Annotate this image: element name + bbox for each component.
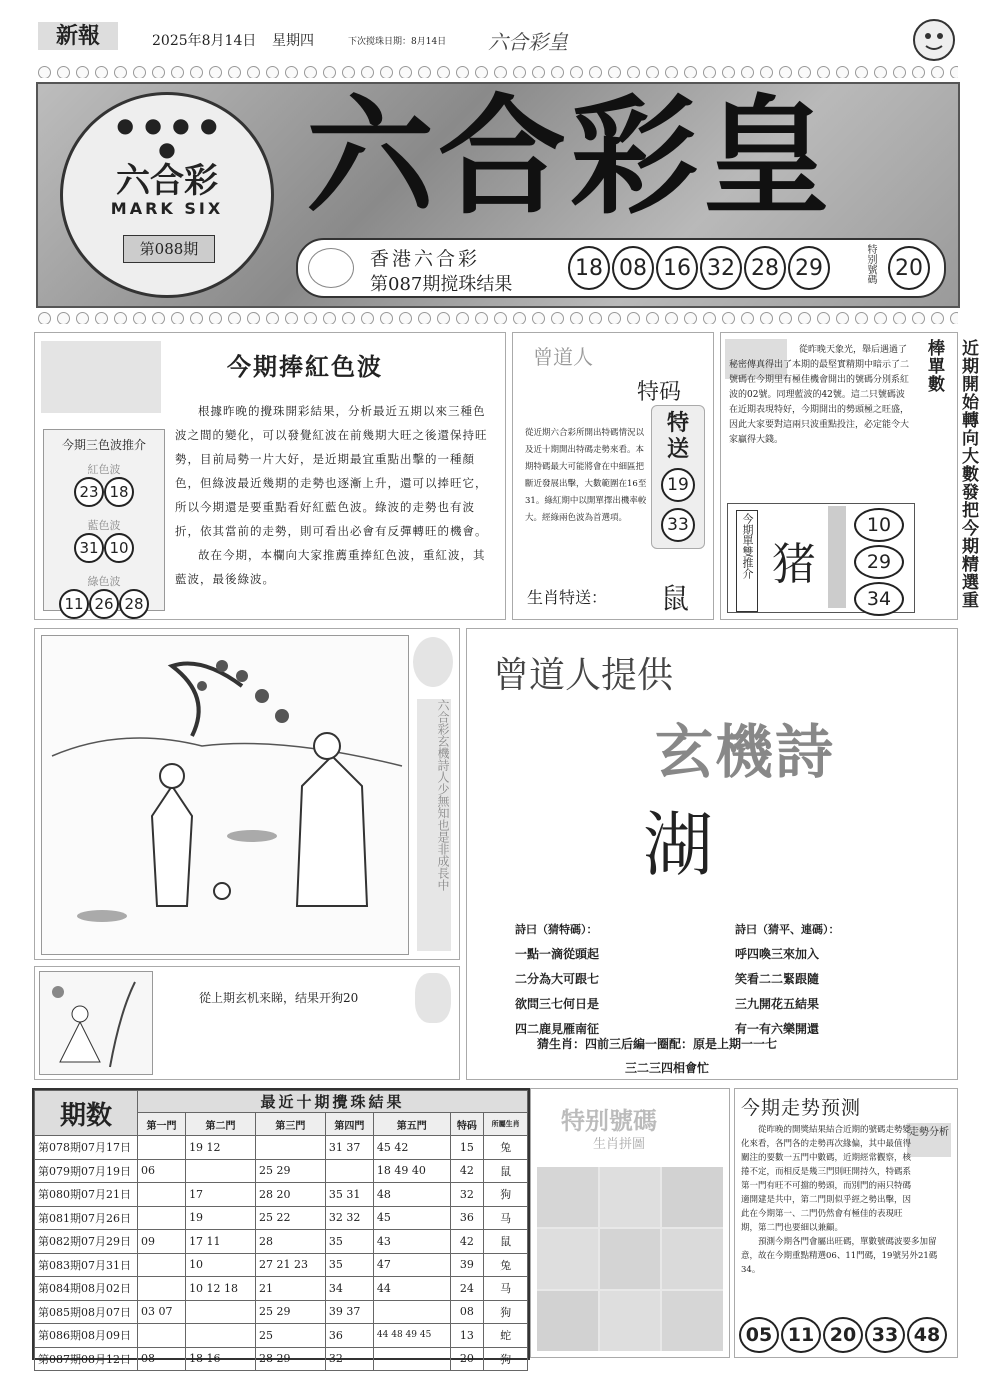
poem-provider: 曾道人提供 xyxy=(493,655,674,696)
odd-even-box xyxy=(727,503,915,613)
table-row xyxy=(35,1206,528,1230)
poem-line: 呼四喚三來加入 xyxy=(735,947,820,961)
cell: 马 xyxy=(484,1206,528,1230)
table-row xyxy=(35,1183,528,1207)
cell xyxy=(138,1253,186,1277)
issue-weekday: 星期四 xyxy=(272,33,314,49)
poem-line: 一點一滴從頭起 xyxy=(515,947,600,961)
trend-badge: 走勢分析 xyxy=(907,1123,951,1157)
mini-logo-icon xyxy=(308,248,354,288)
poem-guess: 猜生肖：四前三后編一圈配：原是上期一一七 xyxy=(537,1037,778,1051)
table-row xyxy=(35,1277,528,1301)
red-wave-text: 根據昨晚的攪珠開彩結果，分析最近五期以來三種色波之間的變化，可以發覺紅波在前幾期大旺之後還保持旺勢，目前局勢一片大好，是近期最宜重點出擊的一種顏色，但綠波最近幾期的走勢也逐漸上升，還可以捧旺它，所以今期還是要重點看好紅藍色波。綠波的走勢也有波折，依其當前的走勢，則可看出必會有反彈轉旺的機會。 xyxy=(175,404,488,538)
poem-guess-2: 三二三四相會忙 xyxy=(625,1061,710,1075)
puzzle-grid xyxy=(537,1167,723,1351)
special-ball: 20 xyxy=(888,246,930,290)
cell: 第085期08月07日 xyxy=(35,1300,138,1324)
cell: 狗 xyxy=(484,1347,528,1371)
poem-line: 笑看二二緊跟隨 xyxy=(735,972,820,986)
cell: 17 xyxy=(186,1183,256,1207)
green-ball: 11 xyxy=(59,589,89,619)
cell xyxy=(325,1159,373,1183)
results-panel xyxy=(32,1088,530,1366)
zeng-title: 曾道人 xyxy=(533,345,593,369)
poem-right xyxy=(735,917,840,1042)
zeng-body: 從近期六合彩所開出特碼情況以及近十期開出特碼走勢來看。本期特碼最大可能將會在中細區把斷近發展出擊，大數範圍在16至31。綠紅期中以開單擇出機率較大。經綠兩色波為首選項。 xyxy=(525,428,647,523)
cell: 28 xyxy=(255,1230,325,1254)
cell: 25 29 xyxy=(255,1300,325,1324)
blue-wave-label: 藍色波 xyxy=(87,519,121,532)
poem-left-title: 詩曰（猜特碼）： xyxy=(515,923,598,936)
cell: 32 xyxy=(325,1347,373,1371)
cell: 鼠 xyxy=(484,1230,528,1254)
cell: 鼠 xyxy=(484,1159,528,1183)
cell: 第081期07月26日 xyxy=(35,1206,138,1230)
table-row xyxy=(35,1253,528,1277)
odd-even-ball: 29 xyxy=(854,545,904,579)
table-row xyxy=(35,1300,528,1324)
puzzle-tile xyxy=(662,1229,723,1289)
cell xyxy=(186,1159,256,1183)
puzzle-tile xyxy=(537,1167,598,1227)
cell: 19 12 xyxy=(186,1136,256,1160)
number-dots-top xyxy=(38,64,958,78)
green-wave-label: 綠色波 xyxy=(87,575,121,588)
cell: 第080期07月21日 xyxy=(35,1183,138,1207)
recommend-body: 從昨晚天象光，舉后遇過了秘密傳真得出了本期的最堅實精期中暗示了二號碼在今期里有極佳機會開出的號碼分別系紅波的02號。同理藍波的42號。這二只號碼波在近期表現特好，今期開出的勢頭極之旺盛，因此大家要對這兩只波重點投注，必定能令大家贏得大錢。 xyxy=(729,345,910,445)
banner xyxy=(36,82,960,308)
odd-even-label: 今期單雙推介 xyxy=(736,510,758,612)
cell: 39 xyxy=(450,1253,484,1277)
cell: 第086期08月09日 xyxy=(35,1324,138,1348)
comic-illustration xyxy=(39,971,153,1075)
cell: 28 20 xyxy=(255,1183,325,1207)
cell: 10 12 18 xyxy=(186,1277,256,1301)
poem-char: 湖 xyxy=(643,804,713,886)
cell: 第087期08月12日 xyxy=(35,1347,138,1371)
new-badge: 新報 xyxy=(38,22,118,50)
trend-text: 從昨晚的開獎結果結合近期的號碼走勢變化來看，各門各的走勢再次緣偏，其中最值得關注的要數一五門中數碼，近期經常觀察，核捲不定，而相反是幾三門則旺開持久，特碼系第一門有旺不可擋的勢頭，而別門的兩只特碼適開建是共中，第二門則似乎經之勢出擊，因此在今期第一、二門仍然會有極佳的表現旺期，第二門也要細以兼顧。 xyxy=(741,1125,912,1233)
hk-label: 香港六合彩 xyxy=(370,248,481,270)
cell: 20 xyxy=(450,1347,484,1371)
red-ball: 18 xyxy=(104,477,134,507)
col-header: 所屬生肖 xyxy=(484,1113,528,1136)
cell: 39 37 xyxy=(325,1300,373,1324)
zeng-zodiac-label: 生肖特送： xyxy=(527,588,608,607)
result-ball: 28 xyxy=(744,246,786,290)
cell xyxy=(138,1206,186,1230)
poem-line: 欲問三七何日是 xyxy=(515,997,600,1011)
cell xyxy=(186,1324,256,1348)
odd-even-zodiac: 猪 xyxy=(772,539,816,590)
scholars-illustration xyxy=(42,636,408,954)
poem-line: 有一有六樂開還 xyxy=(735,1022,820,1036)
cell: 48 xyxy=(373,1183,450,1207)
odd-even-ball: 34 xyxy=(854,582,904,616)
cell xyxy=(138,1324,186,1348)
trend-panel xyxy=(734,1088,958,1358)
cell xyxy=(138,1277,186,1301)
trend-text-2: 預測今期各門會屬出旺碼，單數號碼波要多加留意，故在今期重點精選06、11門碼，19號另外21碼34。 xyxy=(741,1237,938,1275)
cell: 13 xyxy=(450,1324,484,1348)
cell: 25 22 xyxy=(255,1206,325,1230)
cell: 31 37 xyxy=(325,1136,373,1160)
three-color-title: 今期三色波推介 xyxy=(61,438,146,452)
corner-logo xyxy=(41,341,161,413)
cell: 08 xyxy=(450,1300,484,1324)
puzzle-title: 特别號碼 xyxy=(561,1107,657,1135)
puzzle-tile xyxy=(537,1291,598,1351)
trend-ball: 48 xyxy=(907,1317,947,1353)
table-row xyxy=(35,1324,528,1348)
red-wave-body xyxy=(175,399,495,591)
recommend-side-text: 近期開始轉向大數發把今期精選重棒單數 xyxy=(924,339,978,609)
red-wave-section xyxy=(34,332,506,620)
recommend-section xyxy=(720,332,978,620)
zeng-zodiac: 鼠 xyxy=(661,582,690,615)
cell xyxy=(186,1300,256,1324)
result-strip xyxy=(296,238,946,298)
cell: 36 xyxy=(450,1206,484,1230)
cell: 25 29 xyxy=(255,1159,325,1183)
cell: 马 xyxy=(484,1277,528,1301)
table-row xyxy=(35,1347,528,1371)
tesong-label: 特送 xyxy=(666,410,689,462)
result-ball: 16 xyxy=(656,246,698,290)
cell: 第078期07月17日 xyxy=(35,1136,138,1160)
col-header: 第四門 xyxy=(325,1113,373,1136)
puzzle-subtitle: 生肖拼圖 xyxy=(593,1137,646,1152)
red-ball: 23 xyxy=(74,477,104,507)
trend-ball: 05 xyxy=(739,1317,779,1353)
illustration xyxy=(41,635,409,955)
red-wave-heading: 今期捧紅色波 xyxy=(227,352,383,381)
poem-line: 四二鹿見雁南征 xyxy=(515,1022,600,1036)
poem-line: 二分為大可跟七 xyxy=(515,972,600,986)
cell: 兔 xyxy=(484,1136,528,1160)
result-ball: 08 xyxy=(612,246,654,290)
result-label: 第087期搅珠结果 xyxy=(370,274,513,295)
col-header: 第五門 xyxy=(373,1113,450,1136)
poem-section xyxy=(466,628,958,1080)
odd-even-nums xyxy=(854,508,908,616)
zeng-section xyxy=(512,332,714,620)
cell: 42 xyxy=(450,1159,484,1183)
cell: 第084期08月02日 xyxy=(35,1277,138,1301)
comic-caption: 從上期玄机来睇，结果开狗20 xyxy=(199,991,359,1005)
cell: 08 xyxy=(138,1347,186,1371)
results-title: 最近十期攪珠結果 xyxy=(138,1091,528,1113)
period-header: 期数 xyxy=(35,1091,138,1136)
blue-ball: 31 xyxy=(74,533,104,563)
puzzle-panel xyxy=(530,1088,730,1358)
cell: 21 xyxy=(255,1277,325,1301)
cell: 27 21 23 xyxy=(255,1253,325,1277)
cell: 43 xyxy=(373,1230,450,1254)
result-ball: 32 xyxy=(700,246,742,290)
cell: 第082期07月29日 xyxy=(35,1230,138,1254)
cell: 45 42 xyxy=(373,1136,450,1160)
sun-mascot-icon xyxy=(900,10,970,70)
cell: 第083期07月31日 xyxy=(35,1253,138,1277)
puzzle-tile xyxy=(600,1167,661,1227)
table-row xyxy=(35,1230,528,1254)
comic-vertical-text: 六合彩玄機詩人少無知也是非成長中 xyxy=(417,699,451,951)
puzzle-tile xyxy=(600,1291,661,1351)
cell: 19 xyxy=(186,1206,256,1230)
brand-script: 六合彩皇 xyxy=(488,30,568,54)
cell: 44 xyxy=(373,1277,450,1301)
cell: 18 16 xyxy=(186,1347,256,1371)
cell: 32 xyxy=(450,1183,484,1207)
poem-line: 三九開花五結果 xyxy=(735,997,820,1011)
poem-left xyxy=(515,917,599,1042)
duck-mascot-icon xyxy=(415,973,451,1023)
cell: 25 xyxy=(255,1324,325,1348)
blue-wave-nums xyxy=(44,533,164,563)
red-wave-label: 紅色波 xyxy=(87,463,121,476)
cell: 09 xyxy=(138,1230,186,1254)
cell: 17 11 xyxy=(186,1230,256,1254)
side-cartoon-icon xyxy=(413,637,453,687)
header xyxy=(0,0,993,60)
cell: 兔 xyxy=(484,1253,528,1277)
cell: 06 xyxy=(138,1159,186,1183)
issue-date: 2025年8月14日 xyxy=(152,33,257,49)
three-color-panel xyxy=(43,429,165,611)
zeng-ball: 19 xyxy=(661,468,695,502)
cell: 10 xyxy=(186,1253,256,1277)
trend-ball: 20 xyxy=(823,1317,863,1353)
cell xyxy=(255,1136,325,1160)
cell: 狗 xyxy=(484,1183,528,1207)
picture-panel xyxy=(34,628,460,960)
cell xyxy=(373,1347,450,1371)
cell: 35 xyxy=(325,1230,373,1254)
cell: 36 xyxy=(325,1324,373,1348)
cell: 44 48 49 45 xyxy=(373,1324,450,1348)
cell xyxy=(138,1136,186,1160)
cell: 24 xyxy=(450,1277,484,1301)
logo-dots: ● ● ● ● ● xyxy=(116,113,220,161)
cell: 蛇 xyxy=(484,1324,528,1348)
cell: 32 32 xyxy=(325,1206,373,1230)
odd-even-ball: 10 xyxy=(854,508,904,542)
green-ball: 28 xyxy=(119,589,149,619)
red-wave-nums xyxy=(44,477,164,507)
puzzle-tile xyxy=(662,1291,723,1351)
special-code-label: 特码 xyxy=(637,380,682,405)
puzzle-tile xyxy=(662,1167,723,1227)
cell: 18 49 40 xyxy=(373,1159,450,1183)
col-header: 第一門 xyxy=(138,1113,186,1136)
cell xyxy=(373,1300,450,1324)
col-header: 第三門 xyxy=(255,1113,325,1136)
cell: 34 xyxy=(325,1277,373,1301)
table-row xyxy=(35,1136,528,1160)
tesong-badge xyxy=(651,405,705,549)
results-table xyxy=(34,1090,528,1371)
col-header: 第二門 xyxy=(186,1113,256,1136)
blue-ball: 10 xyxy=(104,533,134,563)
cell: 35 31 xyxy=(325,1183,373,1207)
cell xyxy=(138,1183,186,1207)
banner-title: 六合彩皇 xyxy=(306,83,835,232)
logo-text: 六合彩 xyxy=(116,161,218,201)
trend-nums xyxy=(739,1317,947,1353)
logo-sub: MARK SIX xyxy=(110,199,224,218)
zeng-ball: 33 xyxy=(661,508,695,542)
number-dots-mid xyxy=(38,310,958,324)
poem-title: 玄機詩 xyxy=(655,718,836,786)
cell: 35 xyxy=(325,1253,373,1277)
col-header: 特码 xyxy=(450,1113,484,1136)
puzzle-tile xyxy=(600,1229,661,1289)
puzzle-tile xyxy=(537,1229,598,1289)
comic-panel xyxy=(34,966,460,1080)
cell: 狗 xyxy=(484,1300,528,1324)
result-numbers xyxy=(568,246,830,290)
special-label: 特别號碼 xyxy=(865,244,876,284)
cell: 42 xyxy=(450,1230,484,1254)
cell: 28 29 xyxy=(255,1347,325,1371)
odd-even-stripe xyxy=(828,506,846,608)
red-wave-text-2: 故在今期，本欄向大家推薦重捧紅色波，重紅波，其藍波，最後綠波。 xyxy=(175,548,486,586)
next-draw: 下次搅珠日期：8月14日 xyxy=(348,37,447,47)
table-row xyxy=(35,1159,528,1183)
result-ball: 29 xyxy=(788,246,830,290)
trend-ball: 33 xyxy=(865,1317,905,1353)
cell: 03 07 xyxy=(138,1300,186,1324)
cell: 47 xyxy=(373,1253,450,1277)
trend-ball: 11 xyxy=(781,1317,821,1353)
green-wave-nums xyxy=(44,589,164,619)
green-ball: 26 xyxy=(89,589,119,619)
trend-body xyxy=(741,1123,951,1277)
result-ball: 18 xyxy=(568,246,610,290)
trend-title: 今期走势预测 xyxy=(741,1097,862,1119)
poem-right-title: 詩曰（猜平、連碼）： xyxy=(735,923,840,936)
cell: 15 xyxy=(450,1136,484,1160)
cell: 45 xyxy=(373,1206,450,1230)
issue-number: 第088期 xyxy=(123,235,215,263)
logo xyxy=(60,92,274,298)
cell: 第079期07月19日 xyxy=(35,1159,138,1183)
